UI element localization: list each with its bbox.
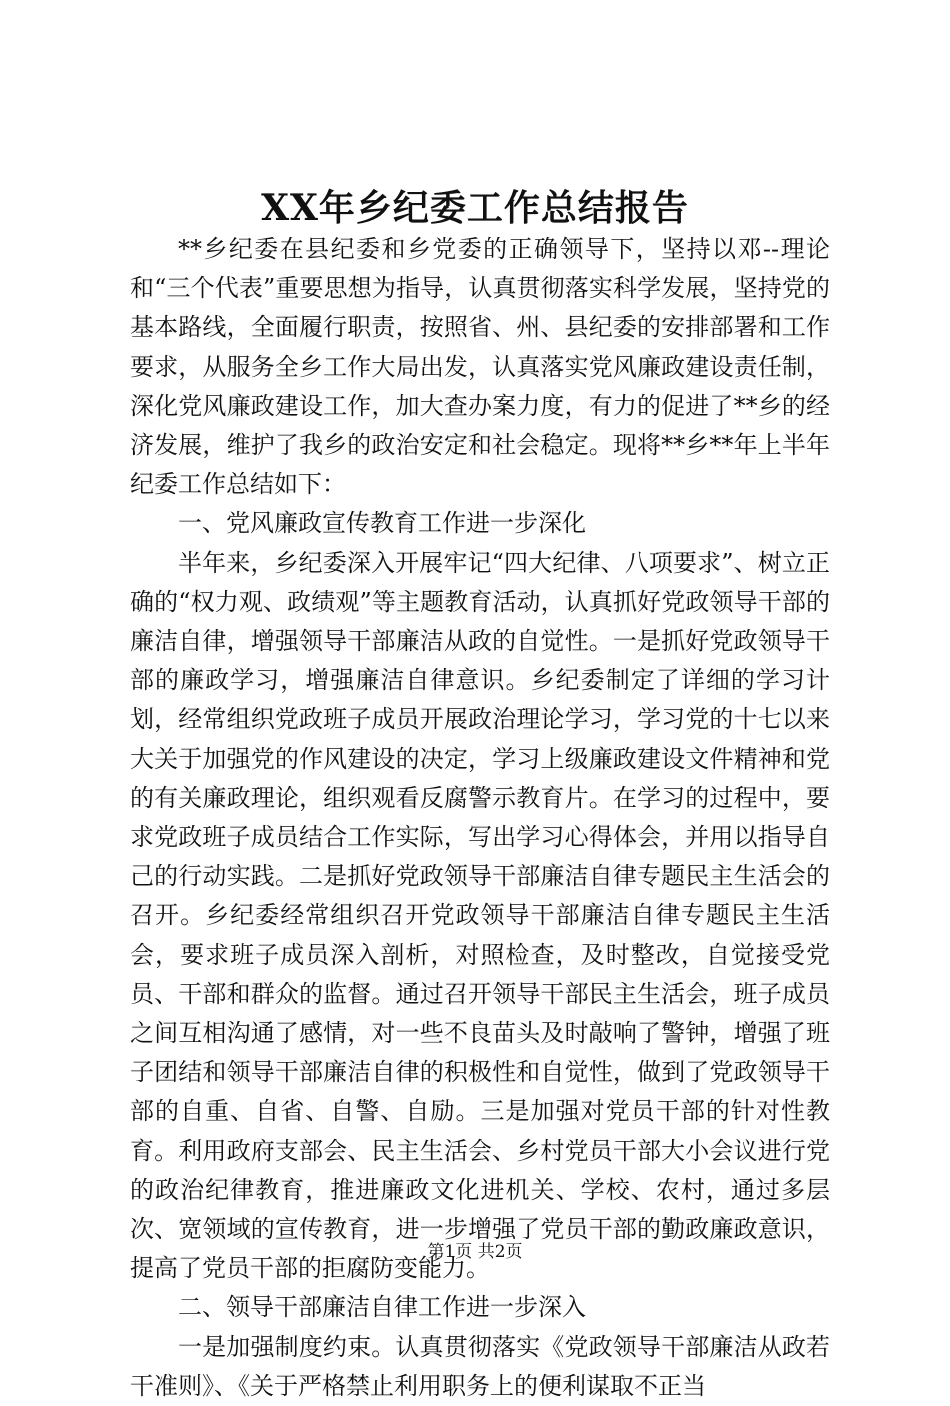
page-number-footer: 第1页 共2页 [427, 1242, 523, 1262]
section-heading-2: 二、领导干部廉洁自律工作进一步深入 [178, 1293, 586, 1322]
paragraph-intro: **乡纪委在县纪委和乡党委的正确领导下，坚持以邓--理论和“三个代表”重要思想为指导，认真贯彻落实科学发展，坚持党的基本路线，全面履行职责，按照省、州、县纪委的安排部署和工作要求，从服务全乡工作大局出发，认真落实党风廉政建设责任制，深化党风廉政建设工作，加大查办案力度，有力的促进了**乡的经济发展，维护了我乡的政治安定和社会稳定。现将**乡**年上半年纪委工作总结如下： [130, 235, 830, 499]
document-title: XX年乡纪委工作总结报告 [261, 187, 689, 229]
paragraph-section-1: 半年来，乡纪委深入开展牢记“四大纪律、八项要求”、树立正确的“权力观、政绩观”等主题教育活动，认真抓好党政领导干部的廉洁自律，增强领导干部廉洁从政的自觉性。一是抓好党政领导干部的廉政学习，增强廉洁自律意识。乡纪委制定了详细的学习计划，经常组织党政班子成员开展政治理论学习，学习党的十七以来大关于加强党的作风建设的决定，学习上级廉政建设文件精神和党的有关廉政理论，组织观看反腐警示教育片。在学习的过程中，要求党政班子成员结合工作实际，写出学习心得体会，并用以指导自己的行动实践。二是抓好党政领导干部廉洁自律专题民主生活会的召开。乡纪委经常组织召开党政领导干部廉洁自律专题民主生活会，要求班子成员深入剖析，对照检查，及时整改，自觉接受党员、干部和群众的监督。通过召开领导干部民主生活会，班子成员之间互相沟通了感情，对一些不良苗头及时敲响了警钟，增强了班子团结和领导干部廉洁自律的积极性和自觉性，做到了党政领导干部的自重、自省、自警、自励。三是加强对党员干部的针对性教育。利用政府支部会、民主生活会、乡村党员干部大小会议进行党的政治纪律教育，推进廉政文化进机关、学校、农村，通过多层次、宽领域的宣传教育，进一步增强了党员干部的勤政廉政意识，提高了党员干部的拒腐防变能力。 [130, 548, 830, 1283]
document-body [130, 230, 830, 1406]
paragraph-section-2: 一是加强制度约束。认真贯彻落实《党政领导干部廉洁从政若干准则》、《关于严格禁止利用职务上的便利谋取不正当 [130, 1332, 830, 1400]
section-heading-1: 一、党风廉政宣传教育工作进一步深化 [178, 509, 586, 538]
